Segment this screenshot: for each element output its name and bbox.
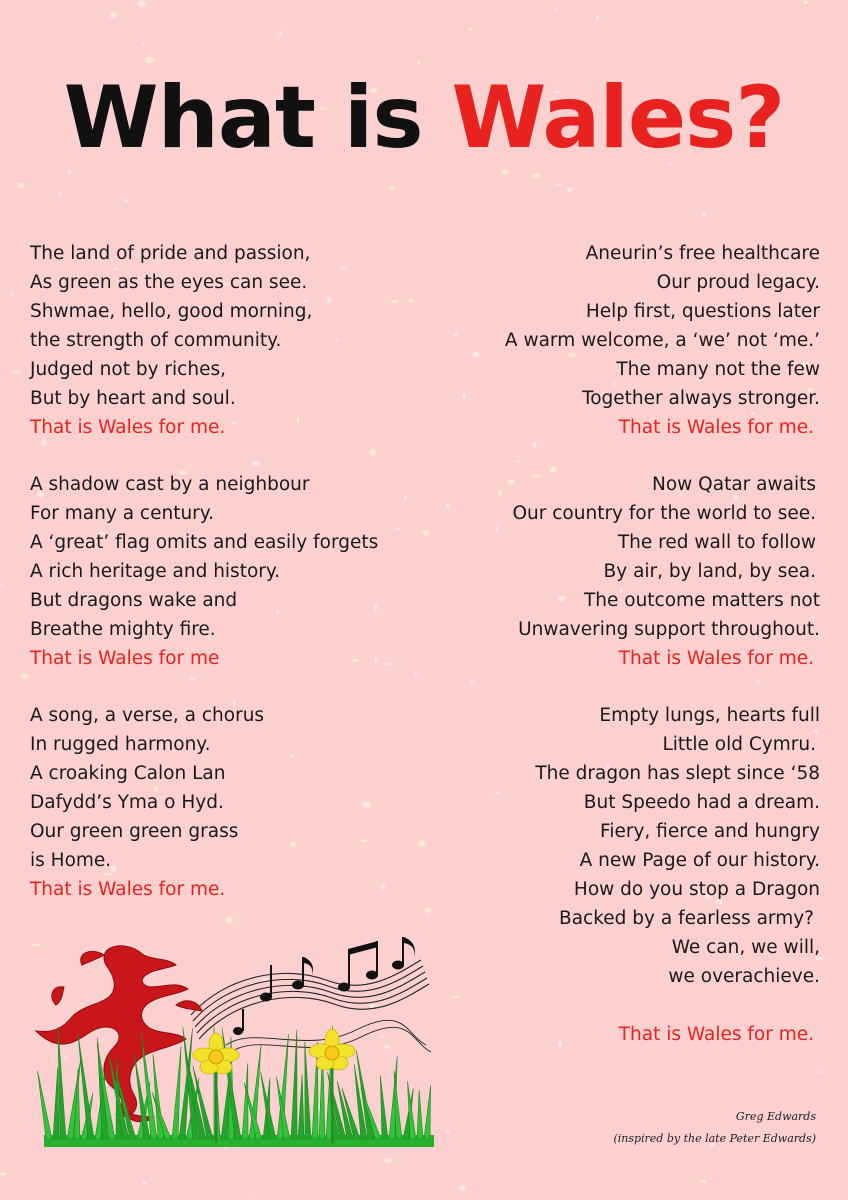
poem-line: A croaking Calon Lan — [30, 763, 226, 784]
page-title — [0, 68, 848, 168]
right-stanza-3 — [535, 701, 820, 1049]
right-stanza-1 — [505, 239, 820, 442]
poem-line: By air, by land, by sea. — [603, 561, 816, 582]
poem-line: we overachieve. — [668, 966, 820, 987]
author-credit — [613, 1106, 816, 1150]
poem-line: Our proud legacy. — [656, 272, 820, 293]
refrain-line: That is Wales for me. — [618, 417, 814, 438]
poem-line: Unwavering support throughout. — [518, 619, 820, 640]
refrain-line: That is Wales for me. — [618, 1024, 814, 1045]
poem-line: is Home. — [30, 850, 112, 871]
left-stanza-2 — [30, 470, 378, 673]
grass-icon — [38, 1026, 434, 1147]
poem-line: The land of pride and passion, — [30, 243, 311, 264]
poem-line: For many a century. — [30, 503, 214, 524]
poem-line: Our green green grass — [30, 821, 239, 842]
poem-line: Little old Cymru. — [662, 734, 816, 755]
poem-line: the strength of community. — [30, 330, 282, 351]
poem-line: Fiery, fierce and hungry — [600, 821, 820, 842]
poem-line: A song, a verse, a chorus — [30, 705, 265, 726]
poem-line: A rich heritage and history. — [30, 561, 281, 582]
poem-line: As green as the eyes can see. — [30, 272, 308, 293]
right-stanza-2 — [512, 470, 820, 673]
poem-line: In rugged harmony. — [30, 734, 211, 755]
poem-line: Judged not by riches, — [30, 359, 226, 380]
poem-line: Dafydd’s Yma o Hyd. — [30, 792, 224, 813]
title-text: What is — [63, 68, 452, 168]
poem-line: Empty lungs, hearts full — [599, 705, 820, 726]
blank-line — [535, 991, 820, 1020]
refrain-line: That is Wales for me. — [30, 417, 226, 438]
refrain-line: That is Wales for me. — [618, 648, 814, 669]
poem-line: The many not the few — [616, 359, 820, 380]
poem-line: Now Qatar awaits — [652, 474, 816, 495]
poem-line: Shwmae, hello, good morning, — [30, 301, 313, 322]
poem-line: But by heart and soul. — [30, 388, 236, 409]
poem-line: Breathe mighty fire. — [30, 619, 216, 640]
left-stanza-1 — [30, 239, 312, 442]
poem-line: But dragons wake and — [30, 590, 238, 611]
poem-line: Our country for the world to see. — [512, 503, 816, 524]
poem-line: A shadow cast by a neighbour — [30, 474, 310, 495]
title-accent-text: Wales? — [451, 68, 785, 168]
poem-line: We can, we will, — [671, 937, 820, 958]
poem-line: Help first, questions later — [585, 301, 820, 322]
poem-line: The red wall to follow — [617, 532, 816, 553]
poem-line: But Speedo had a dream. — [583, 792, 820, 813]
poem-line: Aneurin’s free healthcare — [585, 243, 820, 264]
poem-line: A warm welcome, a ‘we’ not ‘me.’ — [504, 330, 820, 351]
poem-line: The outcome matters not — [583, 590, 820, 611]
poem-line: Together always stronger. — [582, 388, 820, 409]
poem-line: A ‘great’ flag omits and easily forgets — [30, 532, 379, 553]
author-note: (inspired by the late Peter Edwards) — [613, 1132, 816, 1145]
illustration — [26, 935, 446, 1150]
refrain-line: That is Wales for me. — [30, 879, 226, 900]
poem-line: How do you stop a Dragon — [573, 879, 820, 900]
poem-line: A new Page of our history. — [579, 850, 820, 871]
music-notes-icon — [191, 960, 431, 1052]
poem-line: The dragon has slept since ‘58 — [535, 763, 820, 784]
author-name: Greg Edwards — [735, 1110, 816, 1123]
refrain-line: That is Wales for me — [30, 648, 220, 669]
left-stanza-3 — [30, 701, 264, 904]
poem-line: Backed by a fearless army? — [559, 908, 814, 929]
